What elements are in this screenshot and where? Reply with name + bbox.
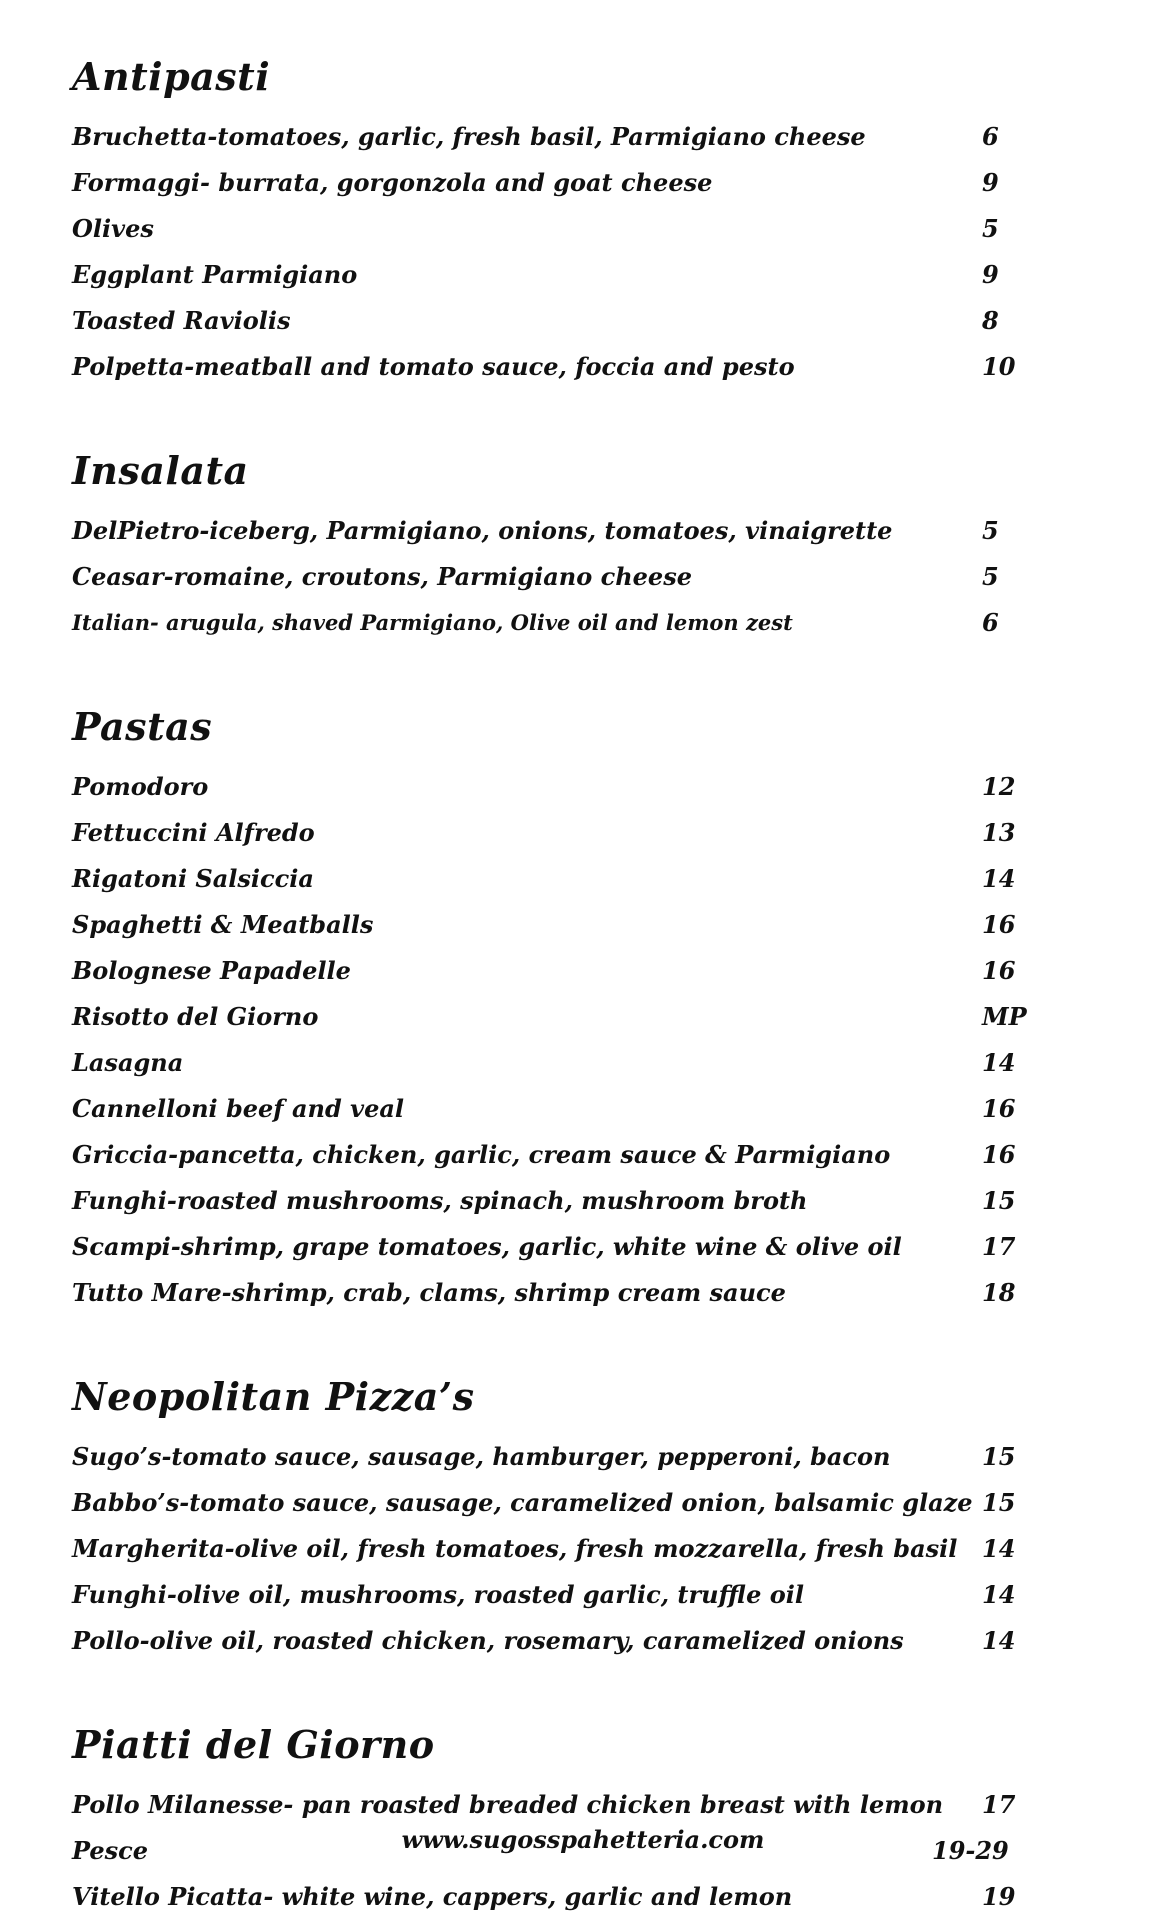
item-name: Ceasar-romaine, croutons, Parmigiano cheese xyxy=(72,562,692,591)
item-price: 19 xyxy=(982,1882,1016,1911)
section-spacer xyxy=(72,1664,1092,1720)
item-name: Toasted Raviolis xyxy=(72,306,291,335)
menu-item xyxy=(72,856,1092,902)
item-price: 14 xyxy=(982,1048,1016,1077)
section-title: Antipasti xyxy=(72,54,271,99)
item-name: Griccia-pancetta, chicken, garlic, cream sauce & Parmigiano xyxy=(72,1140,891,1169)
item-name: Fettuccini Alfredo xyxy=(72,818,315,847)
item-price: 16 xyxy=(982,1094,1016,1123)
item-price: 16 xyxy=(982,1140,1016,1169)
menu-item xyxy=(72,206,1092,252)
item-price: 6 xyxy=(982,122,999,151)
item-price: 5 xyxy=(982,516,999,545)
item-name: Eggplant Parmigiano xyxy=(72,260,358,289)
section-insalata xyxy=(72,446,1092,646)
item-price: 14 xyxy=(982,1534,1016,1563)
menu-item xyxy=(72,1480,1092,1526)
website-footer[interactable]: www.sugosspahetteria.com xyxy=(401,1825,765,1854)
item-price: 6 xyxy=(982,608,999,637)
section-pastas xyxy=(72,702,1092,1316)
section-title: Neopolitan Pizza’s xyxy=(72,1374,475,1419)
item-price: 8 xyxy=(982,306,999,335)
item-name: Pesce xyxy=(72,1836,149,1865)
item-price: 10 xyxy=(982,352,1016,381)
item-price: 18 xyxy=(982,1278,1016,1307)
section-title: Pastas xyxy=(72,704,213,749)
item-name: Formaggi- burrata, gorgonzola and goat cheese xyxy=(72,168,713,197)
menu-item xyxy=(72,344,1092,390)
item-price: 15 xyxy=(982,1442,1016,1471)
menu-item xyxy=(72,1572,1092,1618)
item-name: Bolognese Papadelle xyxy=(72,956,351,985)
item-name: DelPietro-iceberg, Parmigiano, onions, tomatoes, vinaigrette xyxy=(72,516,893,545)
menu-item xyxy=(72,160,1092,206)
item-name: Lasagna xyxy=(72,1048,184,1077)
item-price: 5 xyxy=(982,214,999,243)
item-price: 17 xyxy=(982,1790,1016,1819)
item-name: Sugo’s-tomato sauce, sausage, hamburger, pepperoni, bacon xyxy=(72,1442,891,1471)
menu-item xyxy=(72,1040,1092,1086)
item-name: Funghi-roasted mushrooms, spinach, mushroom broth xyxy=(72,1186,808,1215)
menu-item xyxy=(72,1270,1092,1316)
menu-item xyxy=(72,508,1092,554)
section-spacer xyxy=(72,646,1092,702)
item-price: 14 xyxy=(982,1626,1016,1655)
menu-item xyxy=(72,1434,1092,1480)
item-price: 9 xyxy=(982,260,999,289)
item-price: 16 xyxy=(982,956,1016,985)
item-price: 14 xyxy=(982,1580,1016,1609)
menu xyxy=(72,52,1092,1920)
item-name: Rigatoni Salsiccia xyxy=(72,864,314,893)
item-name: Babbo’s-tomato sauce, sausage, caramelized onion, balsamic glaze xyxy=(72,1488,973,1517)
menu-item xyxy=(72,764,1092,810)
item-price: 16 xyxy=(982,910,1016,939)
item-price: MP xyxy=(982,1002,1027,1031)
menu-item xyxy=(72,114,1092,160)
menu-item xyxy=(72,1132,1092,1178)
section-title: Insalata xyxy=(72,448,249,493)
menu-item xyxy=(72,1224,1092,1270)
section-spacer xyxy=(72,1316,1092,1372)
menu-item xyxy=(72,1526,1092,1572)
menu-item xyxy=(72,1178,1092,1224)
section-title: Piatti del Giorno xyxy=(72,1722,435,1767)
item-name: Pomodoro xyxy=(72,772,209,801)
menu-item xyxy=(72,948,1092,994)
item-name: Pollo Milanesse- pan roasted breaded chicken breast with lemon xyxy=(72,1790,944,1819)
item-name: Italian- arugula, shaved Parmigiano, Olive oil and lemon zest xyxy=(72,610,793,635)
item-name: Funghi-olive oil, mushrooms, roasted garlic, truffle oil xyxy=(72,1580,804,1609)
item-price: 14 xyxy=(982,864,1016,893)
item-price: 13 xyxy=(982,818,1016,847)
item-name: Polpetta-meatball and tomato sauce, foccia and pesto xyxy=(72,352,795,381)
menu-item xyxy=(72,994,1092,1040)
item-name: Risotto del Giorno xyxy=(72,1002,319,1031)
menu-item xyxy=(72,810,1092,856)
item-name: Tutto Mare-shrimp, crab, clams, shrimp cream sauce xyxy=(72,1278,786,1307)
item-name: Scampi-shrimp, grape tomatoes, garlic, white wine & olive oil xyxy=(72,1232,902,1261)
section-piatti-del-giorno xyxy=(72,1720,1092,1920)
item-name: Olives xyxy=(72,214,154,243)
item-price: 9 xyxy=(982,168,999,197)
item-price: 15 xyxy=(982,1186,1016,1215)
section-antipasti xyxy=(72,52,1092,390)
menu-item xyxy=(72,600,1092,646)
menu-item xyxy=(72,1086,1092,1132)
section-spacer xyxy=(72,390,1092,446)
menu-item xyxy=(72,252,1092,298)
item-price: 15 xyxy=(982,1488,1016,1517)
menu-item xyxy=(72,1618,1092,1664)
item-name: Spaghetti & Meatballs xyxy=(72,910,374,939)
item-price: 19-29 xyxy=(932,1836,1009,1865)
item-name: Cannelloni beef and veal xyxy=(72,1094,405,1123)
item-name: Bruchetta-tomatoes, garlic, fresh basil, Parmigiano cheese xyxy=(72,122,866,151)
menu-item xyxy=(72,298,1092,344)
item-name: Vitello Picatta- white wine, cappers, garlic and lemon xyxy=(72,1882,793,1911)
item-price: 17 xyxy=(982,1232,1016,1261)
menu-item xyxy=(72,554,1092,600)
menu-item xyxy=(72,1874,1092,1920)
menu-item xyxy=(72,902,1092,948)
section-pizzas xyxy=(72,1372,1092,1664)
item-name: Pollo-olive oil, roasted chicken, rosemary, caramelized onions xyxy=(72,1626,904,1655)
item-name: Margherita-olive oil, fresh tomatoes, fresh mozzarella, fresh basil xyxy=(72,1534,958,1563)
item-price: 5 xyxy=(982,562,999,591)
item-price: 12 xyxy=(982,772,1016,801)
